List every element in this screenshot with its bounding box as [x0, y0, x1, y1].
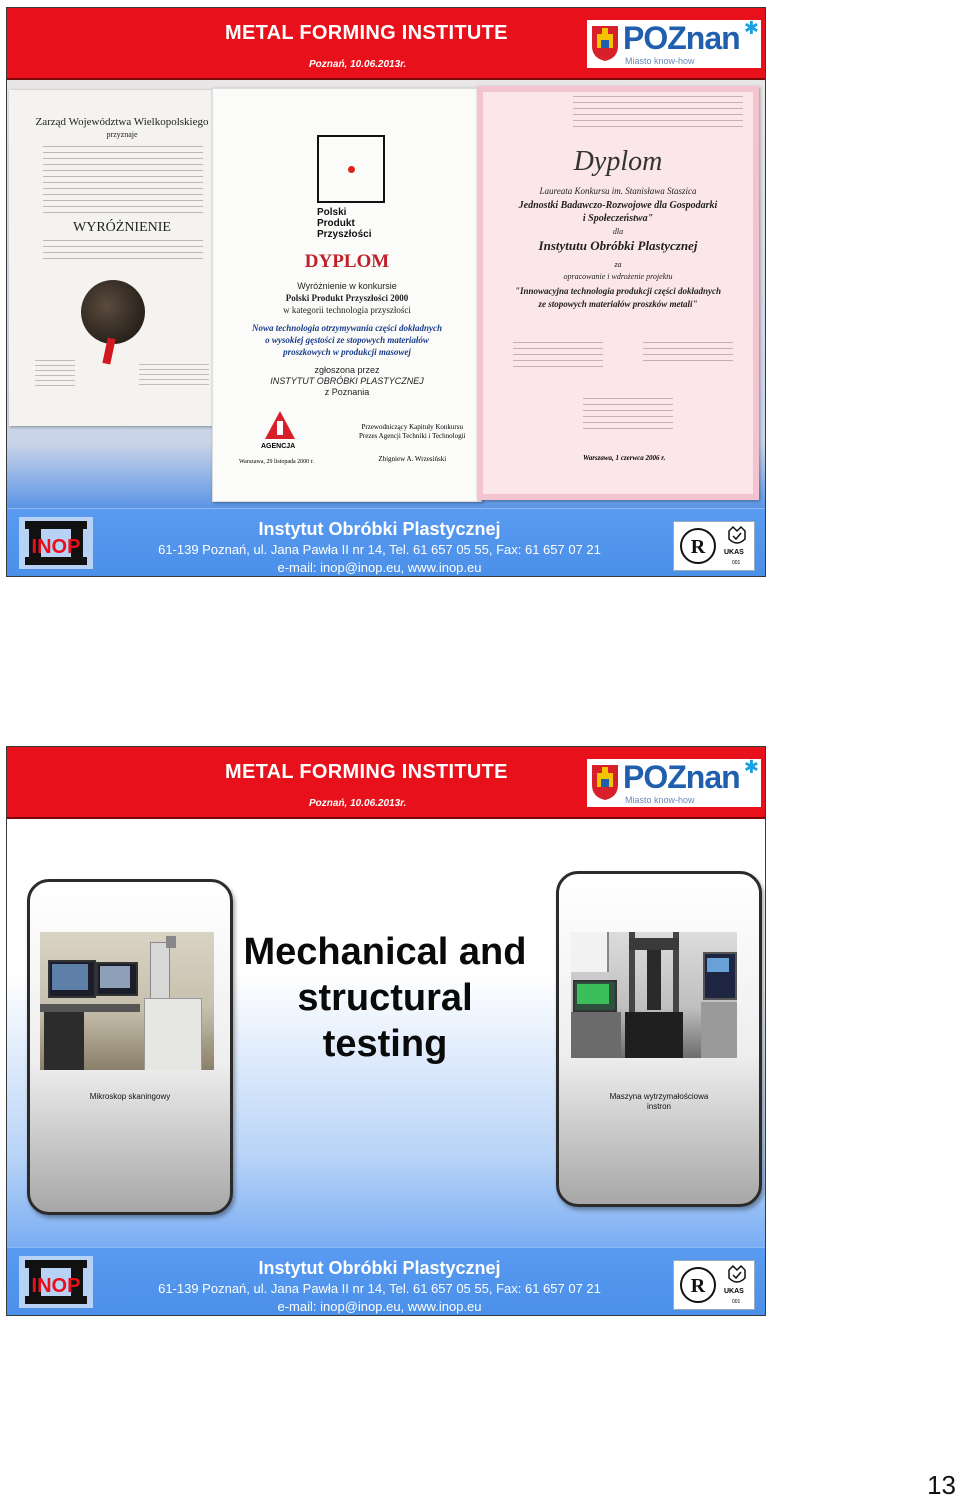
slide-2 — [6, 746, 766, 1316]
doc-signature-lines — [513, 342, 603, 372]
poznan-crest-icon — [590, 763, 620, 801]
doc-title: DYPLOM — [304, 251, 390, 272]
doc-line: "Innowacyjna technologia produkcji części dokładnych — [514, 286, 721, 296]
svg-text:R: R — [690, 1275, 706, 1297]
poznan-crest-icon — [590, 24, 620, 62]
slide-footer — [7, 1247, 765, 1316]
crown-check-icon — [726, 525, 748, 547]
doc-line: Wyróżnienie w konkursie — [297, 281, 397, 291]
slide-header — [7, 8, 765, 80]
doc-text-lines — [43, 146, 203, 216]
doc-line: w kategorii technologia przyszłości — [283, 305, 411, 315]
doc-line: i Społeczeństwa" — [582, 213, 654, 224]
wax-seal-icon — [81, 280, 145, 344]
doc-line: przyznaje — [106, 130, 138, 139]
card-caption: Maszyna wytrzymałościowa — [609, 1092, 709, 1101]
diploma-staszic — [477, 86, 759, 500]
doc-signatory — [359, 423, 465, 464]
doc-line: Jednostki Badawczo-Rozwojowe dla Gospodarki — [518, 200, 718, 211]
diplomas-photo — [7, 80, 765, 508]
doc-place-date: Warszawa, 29 listopada 2000 r. — [239, 459, 314, 465]
signatory-line: Zbigniew A. Wrzesiński — [378, 455, 447, 463]
poznan-logo — [587, 20, 761, 68]
footer-contact: e-mail: inop@inop.eu, www.inop.eu — [277, 1299, 482, 1314]
doc-place-date: Warszawa, 1 czerwca 2006 r. — [583, 454, 666, 462]
ukas-label: UKAS — [724, 549, 744, 556]
microscope-photo — [40, 932, 214, 1070]
badge-line: Przyszłości — [317, 229, 372, 240]
footer-title: Instytut Obróbki Plastycznej — [258, 519, 501, 539]
poznan-wordmark: POZnan — [623, 759, 740, 795]
doc-line: Polski Produkt Przyszłości 2000 — [285, 293, 409, 303]
card-caption: instron — [646, 1102, 671, 1111]
doc-line: Laureata Konkursu im. Stanisława Staszica — [539, 186, 697, 196]
certification-logo — [673, 521, 755, 571]
doc-line: dla — [612, 227, 624, 236]
card-caption: Mikroskop skaningowy — [89, 1092, 171, 1101]
certification-logo — [673, 1260, 755, 1310]
inop-logo-text: INOP — [31, 1275, 81, 1297]
doc-line: Instytutu Obróbki Plastycznej — [538, 238, 698, 253]
doc-line: zgłoszona przez — [314, 365, 380, 375]
inop-logo-text: INOP — [31, 536, 81, 558]
doc-signature-lines — [139, 364, 209, 386]
cert-number: 001 — [732, 560, 741, 566]
testing-machine-photo — [571, 932, 737, 1058]
crown-check-icon — [726, 1264, 748, 1286]
doc-quote-lines — [573, 96, 743, 130]
footer-contact: e-mail: inop@inop.eu, www.inop.eu — [277, 560, 482, 575]
doc-line: za — [614, 260, 622, 269]
agency-logo-icon — [263, 409, 297, 445]
page-number: 13 — [927, 1470, 956, 1500]
doc-title: Dyplom — [573, 146, 663, 177]
footer-address: 61-139 Poznań, ul. Jana Pawła II nr 14, Tel. 61 657 05 55, Fax: 61 657 07 21 — [158, 1281, 601, 1296]
doc-line: INSTYTUT OBRÓBKI PLASTYCZNEJ — [270, 376, 424, 386]
slide-footer — [7, 508, 765, 577]
footer-title: Instytut Obróbki Plastycznej — [258, 1258, 501, 1278]
r-cert-icon — [678, 1265, 718, 1305]
doc-heading: WYRÓŻNIENIE — [73, 220, 171, 235]
star-icon: ✱ — [743, 18, 759, 38]
poznan-tagline: Miasto know-how — [625, 795, 695, 805]
r-cert-icon — [678, 526, 718, 566]
slide-header — [7, 747, 765, 819]
ukas-label: UKAS — [724, 1288, 744, 1295]
signatory-line: Prezes Agencji Techniki i Technologii — [359, 432, 466, 440]
doc-signature-lines — [583, 398, 673, 432]
diploma-wyroznienie — [9, 90, 235, 426]
poznan-wordmark: POZnan — [623, 20, 740, 56]
doc-signature-lines — [643, 342, 733, 366]
slide-title-line: structural — [297, 977, 473, 1019]
card-testing-machine — [556, 871, 762, 1207]
footer-address: 61-139 Poznań, ul. Jana Pawła II nr 14, Tel. 61 657 05 55, Fax: 61 657 07 21 — [158, 542, 601, 557]
signatory-line: Przewodniczący Kapituły Konkursu — [361, 423, 463, 431]
cert-number: 001 — [732, 1299, 741, 1305]
slide-1 — [6, 7, 766, 577]
doc-text-lines — [43, 240, 203, 264]
svg-text:R: R — [690, 536, 706, 558]
header-title: METAL FORMING INSTITUTE — [225, 761, 508, 783]
ppp-badge — [317, 207, 371, 240]
slide-title-line: testing — [322, 1023, 448, 1065]
doc-line: Nowa technologia otrzymywania części dokładnych — [252, 323, 442, 333]
slide-title — [239, 929, 531, 1067]
diploma-dyplom-ppp — [212, 88, 482, 502]
doc-signature-lines — [35, 360, 75, 386]
doc-line: opracowanie i wdrożenie projektu — [563, 272, 673, 281]
star-icon: ✱ — [743, 757, 759, 777]
doc-line: proszkowych w produkcji masowej — [283, 347, 411, 357]
poznan-logo — [587, 759, 761, 807]
doc-line: Zarząd Województwa Wielkopolskiego — [35, 116, 209, 128]
poznan-tagline: Miasto know-how — [625, 56, 695, 66]
card-microscope — [27, 879, 233, 1215]
ppp-logo-icon — [317, 135, 385, 203]
header-date: Poznań, 10.06.2013r. — [309, 59, 407, 70]
badge-line: Polski — [317, 207, 347, 218]
header-date: Poznań, 10.06.2013r. — [309, 798, 407, 809]
slide-title-line: Mechanical and — [243, 931, 527, 973]
header-title: METAL FORMING INSTITUTE — [225, 22, 508, 44]
doc-line: z Poznania — [324, 387, 370, 397]
badge-line: Produkt — [317, 218, 355, 229]
agency-name: AGENCJA — [261, 443, 296, 450]
doc-line: ze stopowych materiałów proszków metali" — [538, 299, 698, 309]
doc-line: o wysokiej gęstości ze stopowych materiałów — [265, 335, 429, 345]
